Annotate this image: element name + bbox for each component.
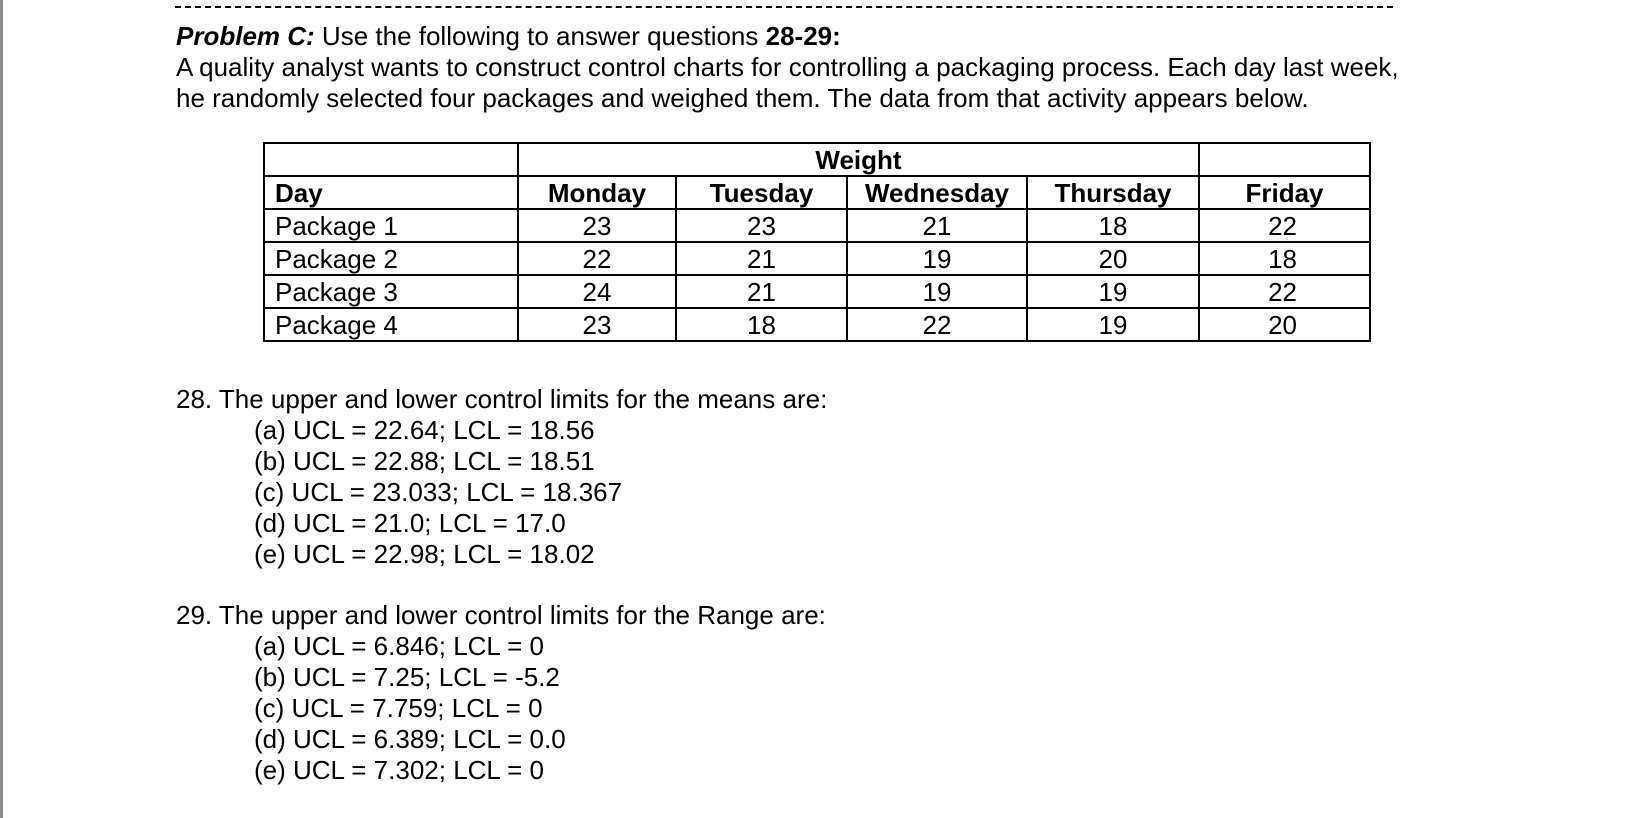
answer-option-a: (a) UCL = 22.64; LCL = 18.56 (254, 415, 595, 445)
intro-line: he randomly selected four packages and weighed them. The data from that activity appears below. (176, 83, 1309, 113)
row-label: Package 3 (264, 275, 518, 308)
table-cell: 18 (676, 308, 847, 341)
question-stem: 29. The upper and lower control limits for the Range are: (176, 600, 826, 630)
intro-line: A quality analyst wants to construct control charts for controlling a packaging process. Each day last week, (176, 52, 1399, 82)
table-cell: 20 (1199, 308, 1370, 341)
answer-option-e: (e) UCL = 22.98; LCL = 18.02 (254, 539, 595, 569)
column-header-tuesday: Tuesday (676, 176, 847, 209)
answer-option-a: (a) UCL = 6.846; LCL = 0 (254, 631, 545, 661)
answer-option-b: (b) UCL = 22.88; LCL = 18.51 (254, 446, 595, 476)
table-cell: 19 (1027, 308, 1199, 341)
table-cell: 18 (1199, 242, 1370, 275)
row-label: Package 1 (264, 209, 518, 242)
table-cell: 21 (676, 242, 847, 275)
column-header-thursday: Thursday (1027, 176, 1199, 209)
problem-label: Problem C: (176, 21, 315, 51)
answer-option-d: (d) UCL = 21.0; LCL = 17.0 (254, 508, 566, 538)
problem-text: Use the following to answer questions (321, 21, 759, 51)
answer-option-b: (b) UCL = 7.25; LCL = -5.2 (254, 662, 560, 692)
table-cell: 22 (847, 308, 1027, 341)
problem-heading (176, 20, 841, 52)
table-cell: 20 (1027, 242, 1199, 275)
table-header-row (264, 176, 1370, 209)
table-cell: 19 (847, 275, 1027, 308)
question-28 (176, 384, 827, 570)
column-header-wednesday: Wednesday (847, 176, 1027, 209)
answer-option-d: (d) UCL = 6.389; LCL = 0.0 (254, 724, 566, 754)
table-cell: 23 (676, 209, 847, 242)
question-29 (176, 600, 826, 786)
table-cell: 23 (518, 209, 676, 242)
table-row (264, 242, 1370, 275)
question-stem: 28. The upper and lower control limits for the means are: (176, 384, 828, 414)
answer-option-c: (c) UCL = 7.759; LCL = 0 (254, 693, 543, 723)
table-group-header-row (264, 143, 1370, 176)
row-label: Package 2 (264, 242, 518, 275)
column-header-monday: Monday (518, 176, 676, 209)
table-row (264, 308, 1370, 341)
table-cell: 21 (847, 209, 1027, 242)
dashed-separator (175, 6, 1393, 8)
table-row (264, 275, 1370, 308)
page-left-border (0, 0, 3, 818)
answer-option-c: (c) UCL = 23.033; LCL = 18.367 (254, 477, 623, 507)
answer-option-e: (e) UCL = 7.302; LCL = 0 (254, 755, 545, 785)
row-label: Package 4 (264, 308, 518, 341)
table-cell: 23 (518, 308, 676, 341)
table-cell: 19 (1027, 275, 1199, 308)
table-row (264, 209, 1370, 242)
table-cell: 22 (1199, 275, 1370, 308)
answer-options (176, 415, 827, 570)
table-cell: 22 (1199, 209, 1370, 242)
column-header-friday: Friday (1199, 176, 1370, 209)
weight-table (263, 142, 1371, 342)
weight-header: Weight (518, 143, 1199, 176)
day-header: Day (264, 176, 518, 209)
table-cell: 21 (676, 275, 847, 308)
table-cell: 22 (518, 242, 676, 275)
problem-intro (176, 52, 1399, 114)
answer-options (176, 631, 826, 786)
table-cell: 18 (1027, 209, 1199, 242)
table-cell: 19 (847, 242, 1027, 275)
problem-range: 28-29: (765, 21, 841, 51)
table-cell: 24 (518, 275, 676, 308)
